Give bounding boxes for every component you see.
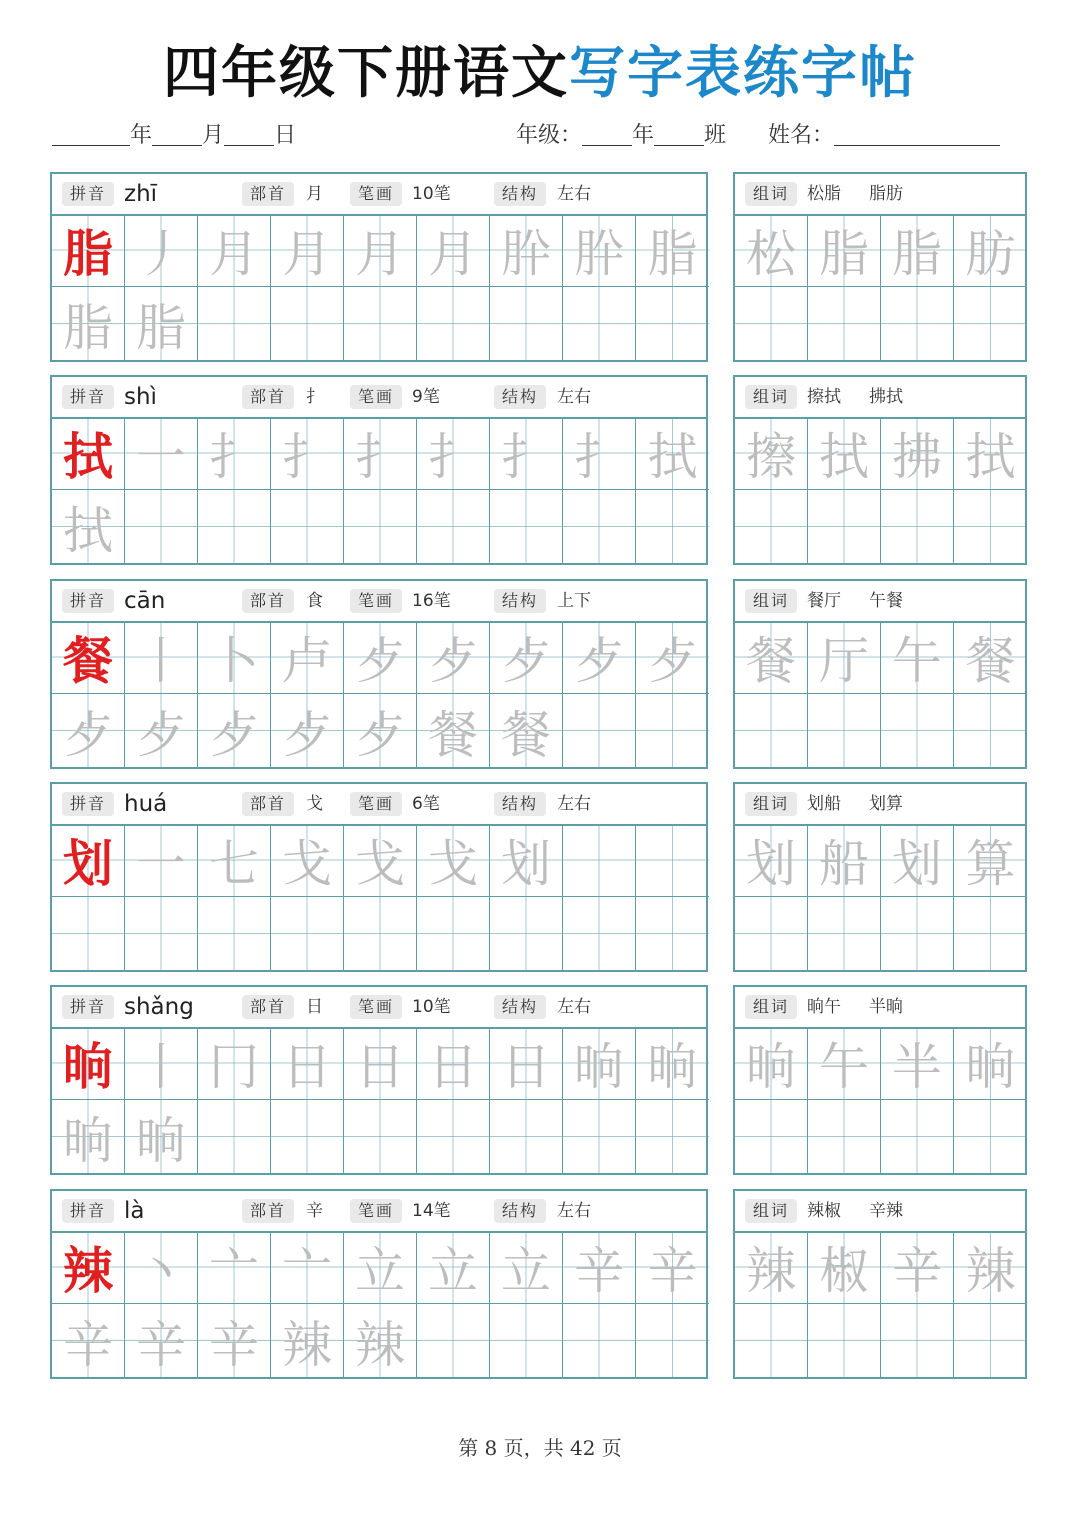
trace-character[interactable]: 歺 xyxy=(563,621,636,694)
words-tag: 组词 xyxy=(745,995,797,1019)
writing-cell[interactable] xyxy=(344,1100,417,1173)
writing-cell[interactable] xyxy=(417,490,490,563)
radical-value: 月 xyxy=(306,184,323,204)
strokes-value: 10笔 xyxy=(412,184,451,204)
model-character[interactable]: 脂 xyxy=(52,214,125,287)
writing-cell[interactable] xyxy=(271,897,344,970)
writing-cell[interactable] xyxy=(344,897,417,970)
trace-character[interactable]: 晌 xyxy=(125,1100,198,1173)
strokes-tag: 笔画 xyxy=(350,1199,402,1223)
trace-character[interactable]: 月 xyxy=(344,214,417,287)
word-writing-cell[interactable] xyxy=(735,694,808,767)
trace-character[interactable]: 丨 xyxy=(125,1027,198,1100)
trace-character[interactable]: 晌 xyxy=(52,1100,125,1173)
writing-cell[interactable] xyxy=(198,897,271,970)
name-blank[interactable] xyxy=(834,119,1000,146)
title-part1: 四年级下册语文 xyxy=(163,41,569,106)
word-example: 晌午 xyxy=(807,997,841,1017)
pinyin-value: shì xyxy=(124,384,157,410)
trace-character[interactable]: 晌 xyxy=(563,1027,636,1100)
day-blank[interactable] xyxy=(224,119,274,146)
trace-character[interactable]: 扌 xyxy=(344,417,417,490)
pinyin-value: shǎng xyxy=(124,994,194,1020)
writing-cell[interactable] xyxy=(563,287,636,360)
writing-cell[interactable] xyxy=(563,490,636,563)
word-trace-character[interactable]: 脂 xyxy=(808,214,881,287)
word-example: 脂肪 xyxy=(869,184,903,204)
trace-character[interactable]: 日 xyxy=(271,1027,344,1100)
trace-character[interactable]: 日 xyxy=(417,1027,490,1100)
strokes-value: 6笔 xyxy=(412,794,440,814)
trace-character[interactable]: 拭 xyxy=(52,490,125,563)
structure-value: 左右 xyxy=(557,1201,591,1221)
word-example: 半晌 xyxy=(869,997,903,1017)
writing-cell[interactable] xyxy=(125,897,198,970)
strokes-tag: 笔画 xyxy=(350,385,402,409)
word-trace-character[interactable]: 餐 xyxy=(735,621,808,694)
pinyin-tag: 拼音 xyxy=(62,792,114,816)
writing-cell[interactable] xyxy=(636,1100,709,1173)
name-label: 姓名： xyxy=(768,123,835,148)
month-blank[interactable] xyxy=(152,119,202,146)
writing-cell[interactable] xyxy=(563,897,636,970)
word-writing-cell[interactable] xyxy=(954,1100,1027,1173)
model-character[interactable]: 辣 xyxy=(52,1231,125,1304)
word-practice-panel xyxy=(733,579,1027,769)
trace-character[interactable]: 日 xyxy=(490,1027,563,1100)
word-trace-character[interactable]: 辣 xyxy=(954,1231,1027,1304)
trace-character[interactable]: 七 xyxy=(198,824,271,897)
words-tag: 组词 xyxy=(745,792,797,816)
words-header xyxy=(735,581,1025,623)
strokes-tag: 笔画 xyxy=(350,182,402,206)
word-trace-character[interactable]: 松 xyxy=(735,214,808,287)
trace-character[interactable]: 辣 xyxy=(271,1304,344,1377)
structure-tag: 结构 xyxy=(494,182,546,206)
class-blank[interactable] xyxy=(654,119,704,146)
structure-value: 左右 xyxy=(557,184,591,204)
trace-character[interactable]: 辛 xyxy=(563,1231,636,1304)
radical-tag: 部首 xyxy=(242,995,294,1019)
writing-cell[interactable] xyxy=(344,287,417,360)
trace-character[interactable]: 歺 xyxy=(125,694,198,767)
trace-character[interactable]: 日 xyxy=(344,1027,417,1100)
trace-character[interactable]: 歺 xyxy=(636,621,709,694)
char-info-header xyxy=(52,174,706,216)
structure-tag: 结构 xyxy=(494,792,546,816)
word-writing-cell[interactable] xyxy=(808,1100,881,1173)
trace-character[interactable]: 扌 xyxy=(271,417,344,490)
trace-character[interactable]: 卜 xyxy=(198,621,271,694)
trace-character[interactable]: 戈 xyxy=(344,824,417,897)
word-writing-cell[interactable] xyxy=(881,694,954,767)
model-character[interactable]: 餐 xyxy=(52,621,125,694)
structure-value: 上下 xyxy=(557,591,591,611)
words-header xyxy=(735,174,1025,216)
word-example: 辛辣 xyxy=(869,1201,903,1221)
model-character[interactable]: 晌 xyxy=(52,1027,125,1100)
word-writing-cell[interactable] xyxy=(881,1100,954,1173)
words-header xyxy=(735,1191,1025,1233)
page-number: 第 8 页，共 42 页 xyxy=(458,1436,622,1460)
trace-character[interactable]: 戈 xyxy=(271,824,344,897)
pinyin-value: zhī xyxy=(124,181,158,207)
radical-value: 日 xyxy=(306,997,323,1017)
word-writing-cell[interactable] xyxy=(735,1304,808,1377)
word-writing-cell[interactable] xyxy=(808,897,881,970)
word-writing-cell[interactable] xyxy=(735,490,808,563)
structure-value: 左右 xyxy=(557,794,591,814)
trace-character[interactable]: 划 xyxy=(490,824,563,897)
char-info-header xyxy=(52,377,706,419)
trace-character[interactable]: 卢 xyxy=(271,621,344,694)
grade-year-label: 年 xyxy=(632,123,655,148)
word-trace-character[interactable]: 肪 xyxy=(954,214,1027,287)
char-practice-panel xyxy=(50,579,708,769)
word-practice-panel xyxy=(733,172,1027,362)
word-writing-cell[interactable] xyxy=(735,1100,808,1173)
student-info-line xyxy=(516,118,1000,154)
trace-character[interactable]: 辛 xyxy=(125,1304,198,1377)
trace-character[interactable]: 歺 xyxy=(344,621,417,694)
char-info-header xyxy=(52,1191,706,1233)
pinyin-tag: 拼音 xyxy=(62,1199,114,1223)
structure-value: 左右 xyxy=(557,387,591,407)
radical-tag: 部首 xyxy=(242,589,294,613)
trace-character[interactable]: 脂 xyxy=(125,287,198,360)
writing-cell[interactable] xyxy=(198,490,271,563)
word-example: 午餐 xyxy=(869,591,903,611)
word-trace-character[interactable]: 拭 xyxy=(808,417,881,490)
pinyin-tag: 拼音 xyxy=(62,182,114,206)
structure-tag: 结构 xyxy=(494,589,546,613)
radical-value: 辛 xyxy=(306,1201,323,1221)
trace-character[interactable]: 月 xyxy=(271,214,344,287)
word-trace-character[interactable]: 算 xyxy=(954,824,1027,897)
title-part2: 写字表练字帖 xyxy=(569,41,917,106)
writing-cell[interactable] xyxy=(636,694,709,767)
month-label: 月 xyxy=(202,123,225,148)
pinyin-value: huá xyxy=(124,791,168,817)
trace-character[interactable]: 立 xyxy=(417,1231,490,1304)
char-info-header xyxy=(52,784,706,826)
trace-character[interactable]: 辛 xyxy=(52,1304,125,1377)
day-label: 日 xyxy=(274,123,297,148)
trace-character[interactable]: 拭 xyxy=(636,417,709,490)
radical-value: 扌 xyxy=(306,387,323,407)
words-tag: 组词 xyxy=(745,385,797,409)
word-writing-cell[interactable] xyxy=(954,287,1027,360)
word-example: 松脂 xyxy=(807,184,841,204)
writing-cell[interactable] xyxy=(636,1304,709,1377)
strokes-value: 16笔 xyxy=(412,591,451,611)
trace-character[interactable]: 辣 xyxy=(344,1304,417,1377)
writing-cell[interactable] xyxy=(563,694,636,767)
word-writing-cell[interactable] xyxy=(808,694,881,767)
char-practice-panel xyxy=(50,172,708,362)
char-info-header xyxy=(52,581,706,623)
trace-character[interactable]: 立 xyxy=(344,1231,417,1304)
trace-character[interactable]: 歺 xyxy=(52,694,125,767)
trace-character[interactable]: 餐 xyxy=(417,694,490,767)
word-writing-cell[interactable] xyxy=(954,897,1027,970)
pinyin-value: cān xyxy=(124,588,166,614)
pinyin-value: là xyxy=(124,1198,145,1224)
word-writing-cell[interactable] xyxy=(808,490,881,563)
class-label: 班 xyxy=(704,123,727,148)
writing-cell[interactable] xyxy=(52,897,125,970)
strokes-value: 14笔 xyxy=(412,1201,451,1221)
word-practice-panel xyxy=(733,985,1027,1175)
trace-character[interactable]: 月 xyxy=(198,214,271,287)
strokes-value: 10笔 xyxy=(412,997,451,1017)
word-trace-character[interactable]: 晌 xyxy=(954,1027,1027,1100)
word-example: 辣椒 xyxy=(807,1201,841,1221)
structure-tag: 结构 xyxy=(494,995,546,1019)
writing-cell[interactable] xyxy=(125,490,198,563)
trace-character[interactable]: 丶 xyxy=(125,1231,198,1304)
trace-character[interactable]: 歺 xyxy=(417,621,490,694)
writing-cell[interactable] xyxy=(490,1100,563,1173)
trace-character[interactable]: 扌 xyxy=(417,417,490,490)
word-writing-cell[interactable] xyxy=(954,694,1027,767)
radical-tag: 部首 xyxy=(242,1199,294,1223)
word-writing-cell[interactable] xyxy=(881,287,954,360)
trace-character[interactable]: 脂 xyxy=(636,214,709,287)
trace-character[interactable]: 脂 xyxy=(52,287,125,360)
radical-value: 戈 xyxy=(306,794,323,814)
writing-cell[interactable] xyxy=(490,490,563,563)
writing-cell[interactable] xyxy=(417,897,490,970)
word-writing-cell[interactable] xyxy=(881,490,954,563)
strokes-tag: 笔画 xyxy=(350,995,402,1019)
trace-character[interactable]: 一 xyxy=(125,417,198,490)
trace-character[interactable]: 歺 xyxy=(344,694,417,767)
words-tag: 组词 xyxy=(745,589,797,613)
trace-character[interactable]: 立 xyxy=(490,1231,563,1304)
char-practice-panel xyxy=(50,375,708,565)
word-trace-character[interactable]: 半 xyxy=(881,1027,954,1100)
word-example: 划船 xyxy=(807,794,841,814)
word-writing-cell[interactable] xyxy=(735,897,808,970)
word-trace-character[interactable]: 午 xyxy=(881,621,954,694)
word-trace-character[interactable]: 午 xyxy=(808,1027,881,1100)
char-practice-panel xyxy=(50,782,708,972)
words-header xyxy=(735,377,1025,419)
page-title xyxy=(0,34,1080,114)
writing-cell[interactable] xyxy=(563,1100,636,1173)
pinyin-tag: 拼音 xyxy=(62,995,114,1019)
word-example: 划算 xyxy=(869,794,903,814)
word-trace-character[interactable]: 脂 xyxy=(881,214,954,287)
word-writing-cell[interactable] xyxy=(954,1304,1027,1377)
strokes-value: 9笔 xyxy=(412,387,440,407)
writing-cell[interactable] xyxy=(271,287,344,360)
trace-character[interactable]: 餐 xyxy=(490,694,563,767)
trace-character[interactable]: 亠 xyxy=(271,1231,344,1304)
word-trace-character[interactable]: 划 xyxy=(881,824,954,897)
pinyin-tag: 拼音 xyxy=(62,385,114,409)
word-writing-cell[interactable] xyxy=(881,897,954,970)
word-trace-character[interactable]: 拭 xyxy=(954,417,1027,490)
word-trace-character[interactable]: 船 xyxy=(808,824,881,897)
writing-cell[interactable] xyxy=(490,1304,563,1377)
char-info-header xyxy=(52,987,706,1029)
word-trace-character[interactable]: 餐 xyxy=(954,621,1027,694)
trace-character[interactable]: 辛 xyxy=(198,1304,271,1377)
word-example: 餐厅 xyxy=(807,591,841,611)
trace-character[interactable]: 冂 xyxy=(198,1027,271,1100)
pinyin-tag: 拼音 xyxy=(62,589,114,613)
word-trace-character[interactable]: 辣 xyxy=(735,1231,808,1304)
radical-value: 食 xyxy=(306,591,323,611)
word-practice-panel xyxy=(733,1189,1027,1379)
grade-label: 年级： xyxy=(516,123,583,148)
writing-cell[interactable] xyxy=(417,1304,490,1377)
strokes-tag: 笔画 xyxy=(350,589,402,613)
writing-cell[interactable] xyxy=(636,897,709,970)
trace-character[interactable]: 丿 xyxy=(125,214,198,287)
writing-cell[interactable] xyxy=(636,287,709,360)
trace-character[interactable]: 亠 xyxy=(198,1231,271,1304)
model-character[interactable]: 拭 xyxy=(52,417,125,490)
writing-cell[interactable] xyxy=(490,897,563,970)
char-practice-panel xyxy=(50,985,708,1175)
word-trace-character[interactable]: 晌 xyxy=(735,1027,808,1100)
trace-character[interactable]: 歺 xyxy=(271,694,344,767)
date-line xyxy=(52,118,296,154)
writing-cell[interactable] xyxy=(271,1100,344,1173)
radical-tag: 部首 xyxy=(242,182,294,206)
trace-character[interactable]: 肸 xyxy=(490,214,563,287)
word-trace-character[interactable]: 椒 xyxy=(808,1231,881,1304)
words-tag: 组词 xyxy=(745,182,797,206)
writing-cell[interactable] xyxy=(344,490,417,563)
writing-cell[interactable] xyxy=(563,1304,636,1377)
writing-cell[interactable] xyxy=(417,1100,490,1173)
strokes-tag: 笔画 xyxy=(350,792,402,816)
trace-character[interactable]: 戈 xyxy=(417,824,490,897)
trace-character[interactable]: 歺 xyxy=(198,694,271,767)
trace-character[interactable]: 月 xyxy=(417,214,490,287)
word-writing-cell[interactable] xyxy=(808,1304,881,1377)
writing-cell[interactable] xyxy=(198,1100,271,1173)
word-trace-character[interactable]: 辛 xyxy=(881,1231,954,1304)
trace-character[interactable]: 辛 xyxy=(636,1231,709,1304)
word-trace-character[interactable]: 拂 xyxy=(881,417,954,490)
grade-blank[interactable] xyxy=(582,119,632,146)
trace-character[interactable]: 肸 xyxy=(563,214,636,287)
year-label: 年 xyxy=(130,123,153,148)
structure-tag: 结构 xyxy=(494,1199,546,1223)
writing-cell[interactable] xyxy=(417,287,490,360)
writing-cell[interactable] xyxy=(636,824,709,897)
writing-cell[interactable] xyxy=(563,824,636,897)
writing-cell[interactable] xyxy=(490,287,563,360)
word-writing-cell[interactable] xyxy=(735,287,808,360)
words-tag: 组词 xyxy=(745,1199,797,1223)
writing-cell[interactable] xyxy=(636,490,709,563)
words-header xyxy=(735,987,1025,1029)
structure-tag: 结构 xyxy=(494,385,546,409)
trace-character[interactable]: 扌 xyxy=(490,417,563,490)
word-practice-panel xyxy=(733,782,1027,972)
trace-character[interactable]: 晌 xyxy=(636,1027,709,1100)
radical-tag: 部首 xyxy=(242,385,294,409)
char-practice-panel xyxy=(50,1189,708,1379)
writing-cell[interactable] xyxy=(198,287,271,360)
word-trace-character[interactable]: 厅 xyxy=(808,621,881,694)
trace-character[interactable]: 丨 xyxy=(125,621,198,694)
word-writing-cell[interactable] xyxy=(881,1304,954,1377)
writing-cell[interactable] xyxy=(271,490,344,563)
trace-character[interactable]: 一 xyxy=(125,824,198,897)
word-writing-cell[interactable] xyxy=(808,287,881,360)
word-writing-cell[interactable] xyxy=(954,490,1027,563)
year-blank[interactable] xyxy=(52,119,130,146)
trace-character[interactable]: 扌 xyxy=(198,417,271,490)
word-trace-character[interactable]: 划 xyxy=(735,824,808,897)
word-trace-character[interactable]: 擦 xyxy=(735,417,808,490)
trace-character[interactable]: 歺 xyxy=(490,621,563,694)
word-example: 擦拭 xyxy=(807,387,841,407)
words-header xyxy=(735,784,1025,826)
model-character[interactable]: 划 xyxy=(52,824,125,897)
word-example: 拂拭 xyxy=(869,387,903,407)
radical-tag: 部首 xyxy=(242,792,294,816)
trace-character[interactable]: 扌 xyxy=(563,417,636,490)
word-practice-panel xyxy=(733,375,1027,565)
structure-value: 左右 xyxy=(557,997,591,1017)
